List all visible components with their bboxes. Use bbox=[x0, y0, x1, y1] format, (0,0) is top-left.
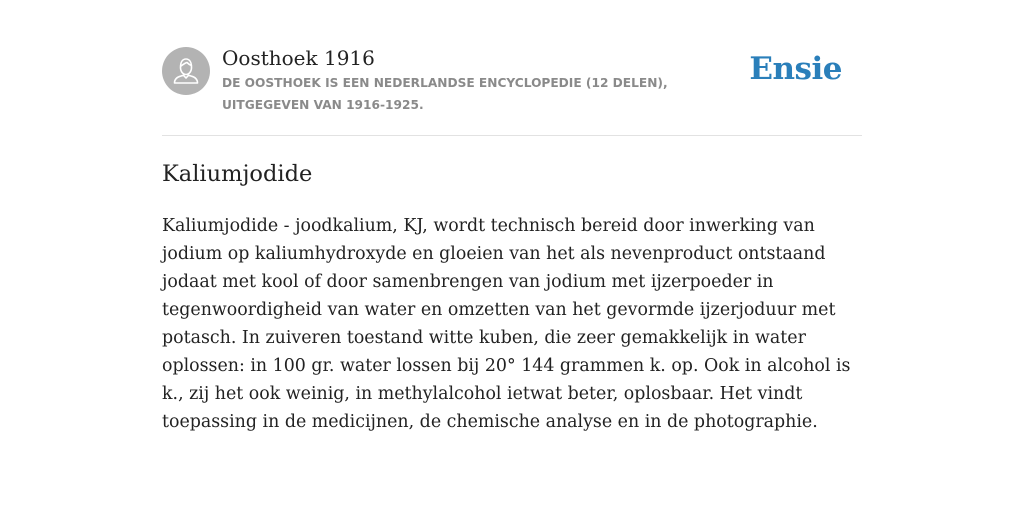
entry-title: Kaliumjodide bbox=[162, 161, 313, 187]
brand-logo[interactable]: Ensie bbox=[749, 51, 842, 87]
source-description: DE OOSTHOEK IS EEN NEDERLANDSE ENCYCLOPEDIE (12 DELEN), UITGEGEVEN VAN 1916-1925. bbox=[222, 76, 668, 112]
avatar[interactable] bbox=[162, 47, 210, 95]
source-title[interactable]: Oosthoek 1916 bbox=[222, 46, 375, 70]
entry-body: Kaliumjodide - joodkalium, KJ, wordt technisch bereid door inwerking van jodium op kaliumhydroxyde en gloeien van het als nevenproduct ontstaand jodaat met kool of door samenbrengen van jodium met ijzerpoeder in tegenwoordigheid van water en omzetten van het gevormde ijzerjoduur met potasch. In zuiveren toestand witte kuben, die zeer gemakkelijk in water oplossen: in 100 gr. water lossen bij 20° 144 grammen k. op. Ook in alcohol is k., zij het ook weinig, in methylalcohol ietwat beter, oplosbaar. Het vindt toepassing in de medicijnen, de chemische analyse en in de photographie. bbox=[162, 216, 851, 432]
user-silhouette-icon bbox=[162, 47, 210, 95]
source-header bbox=[162, 44, 862, 136]
